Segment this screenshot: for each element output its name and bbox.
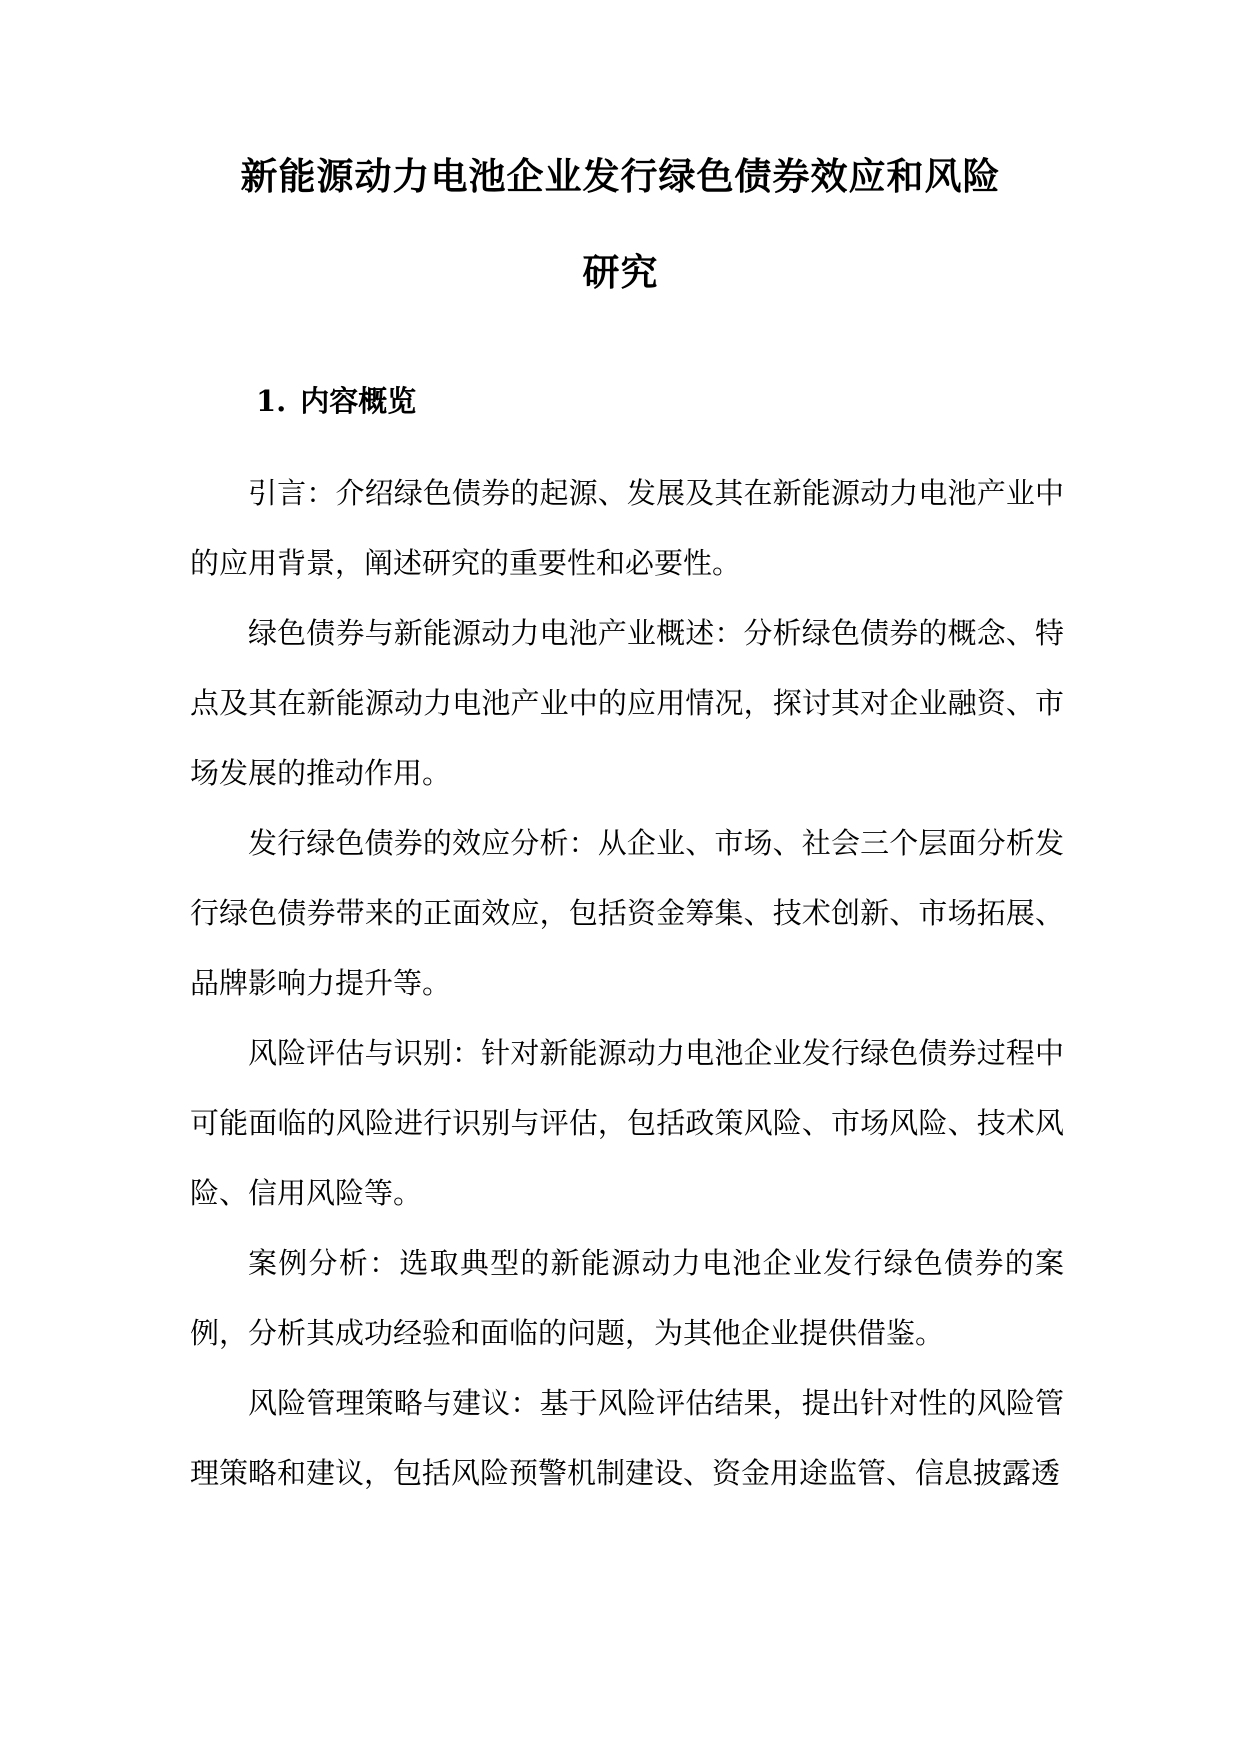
paragraph-effect-analysis: 发行绿色债券的效应分析：从企业、市场、社会三个层面分析发行绿色债券带来的正面效应，包括资金筹集、技术创新、市场拓展、品牌影响力提升等。 (190, 826, 1064, 1000)
document-title-line-2: 研究 (582, 250, 659, 294)
section-number: 1. (256, 384, 287, 418)
paragraph-risk-management: 风险管理策略与建议：基于风险评估结果，提出针对性的风险管理策略和建议，包括风险预警机制建设、资金用途监管、信息披露透 (190, 1386, 1064, 1490)
section-heading (256, 381, 416, 421)
document-body (190, 458, 1064, 1508)
paragraph-case-study: 案例分析：选取典型的新能源动力电池企业发行绿色债券的案例，分析其成功经验和面临的问题，为其他企业提供借鉴。 (190, 1246, 1064, 1350)
section-heading-text: 内容概览 (300, 384, 417, 418)
paragraph-overview: 绿色债券与新能源动力电池产业概述：分析绿色债券的概念、特点及其在新能源动力电池产业中的应用情况，探讨其对企业融资、市场发展的推动作用。 (190, 616, 1064, 790)
document-title-line-1: 新能源动力电池企业发行绿色债券效应和风险 (240, 154, 1001, 198)
paragraph-risk-assessment: 风险评估与识别：针对新能源动力电池企业发行绿色债券过程中可能面临的风险进行识别与评估，包括政策风险、市场风险、技术风险、信用风险等。 (190, 1036, 1064, 1210)
paragraph-introduction: 引言：介绍绿色债券的起源、发展及其在新能源动力电池产业中的应用背景，阐述研究的重要性和必要性。 (190, 476, 1064, 580)
